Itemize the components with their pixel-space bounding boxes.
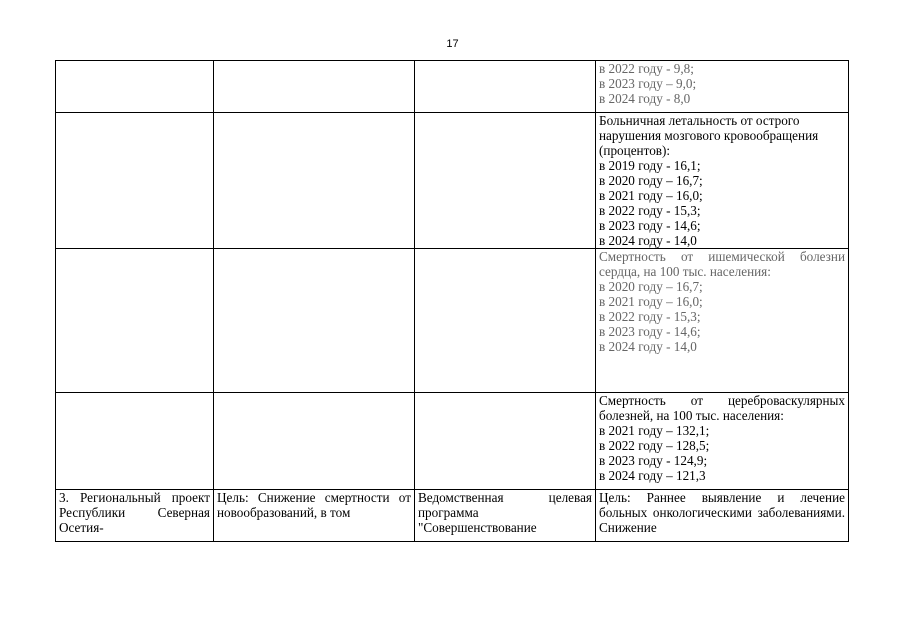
- indicator-line: в 2022 году – 128,5;: [599, 438, 710, 453]
- indicator-line: в 2022 году - 15,3;: [599, 203, 701, 218]
- table-cell: [214, 61, 415, 113]
- indicator-line: в 2020 году – 16,7;: [599, 279, 703, 294]
- indicator-line: в 2024 году - 14,0: [599, 339, 697, 354]
- table-cell: [415, 61, 596, 113]
- goal-cell: Цель: Снижение смертности от новообразований, в том: [214, 490, 415, 542]
- program-cell: Ведомственная целевая программа "Совершенствование: [415, 490, 596, 542]
- indicator-cell: [596, 249, 849, 393]
- indicator-title: Больничная летальность от острого нарушения мозгового кровообращения (процентов):: [599, 113, 819, 158]
- table-row: [56, 490, 849, 542]
- indicator-line: в 2023 году - 14,6;: [599, 218, 701, 233]
- indicator-line: в 2022 году - 15,3;: [599, 309, 701, 324]
- indicator-line: в 2019 году - 16,1;: [599, 158, 701, 173]
- table-cell: [415, 393, 596, 490]
- indicator-cell: [596, 113, 849, 249]
- table-row: [56, 249, 849, 393]
- table-cell: [415, 249, 596, 393]
- indicator-cell: [596, 61, 849, 113]
- indicator-line: в 2023 году - 14,6;: [599, 324, 701, 339]
- indicator-line: в 2024 году - 14,0: [599, 233, 697, 248]
- project-cell: 3. Региональный проект Республики Северная Осетия-: [56, 490, 214, 542]
- table-cell: [56, 393, 214, 490]
- table-row: [56, 393, 849, 490]
- table-cell: [214, 249, 415, 393]
- table-cell: [56, 249, 214, 393]
- indicator-line: в 2022 году - 9,8;: [599, 61, 694, 76]
- indicator-line: в 2021 году – 16,0;: [599, 294, 703, 309]
- indicator-cell: [596, 393, 849, 490]
- indicator-title: Смертность от цереброваскулярных болезней, на 100 тыс. населения:: [599, 393, 845, 423]
- table-cell: [214, 113, 415, 249]
- table-cell: [214, 393, 415, 490]
- indicator-title: Смертность от ишемической болезни сердца, на 100 тыс. населения:: [599, 249, 845, 279]
- page-number: 17: [446, 38, 459, 50]
- document-table: [55, 60, 849, 542]
- table-cell: [415, 113, 596, 249]
- indicator-line: в 2023 году – 9,0;: [599, 76, 697, 91]
- indicator-line: в 2021 году – 16,0;: [599, 188, 703, 203]
- indicator-line: в 2021 году – 132,1;: [599, 423, 710, 438]
- table-cell: [56, 113, 214, 249]
- indicator-cell: Цель: Раннее выявление и лечение больных онкологическими заболеваниями. Снижение: [596, 490, 849, 542]
- indicator-line: в 2024 году - 8,0: [599, 91, 691, 106]
- table-cell: [56, 61, 214, 113]
- indicator-line: в 2024 году – 121,3: [599, 468, 706, 483]
- indicator-line: в 2020 году – 16,7;: [599, 173, 703, 188]
- indicator-line: в 2023 году - 124,9;: [599, 453, 708, 468]
- table-row: [56, 113, 849, 249]
- table-row: [56, 61, 849, 113]
